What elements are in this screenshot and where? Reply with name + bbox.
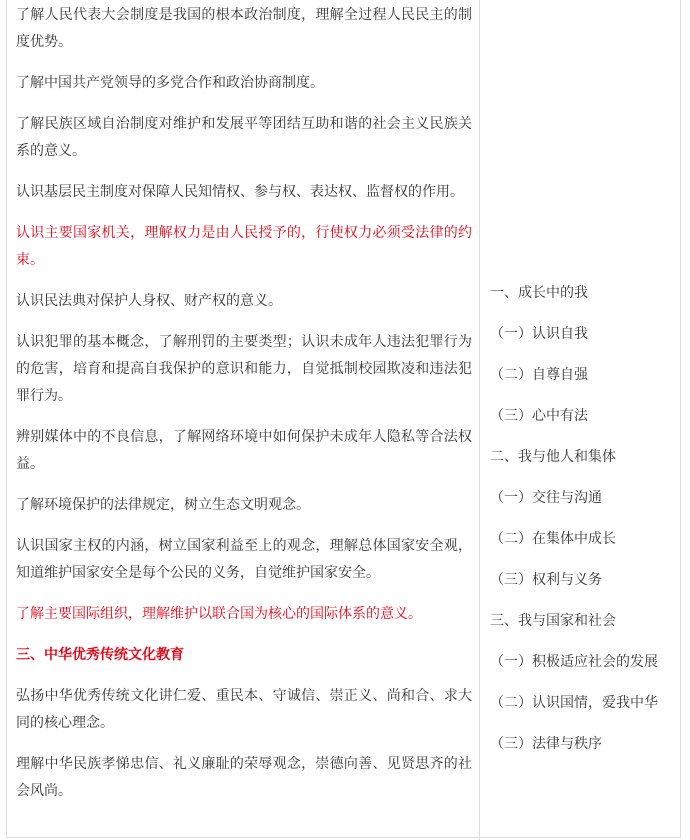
- outline-item: （二）在集体中成长: [490, 531, 616, 547]
- outline-column: [490, 280, 674, 772]
- standard-paragraph: 辨别媒体中的不良信息，了解网络环境中如何保护未成年人隐私等合法权益。: [16, 429, 472, 472]
- outline-item: （一）交往与沟通: [490, 490, 602, 506]
- outline-item: （一）认识自我: [490, 326, 588, 342]
- outline-item: （二）自尊自强: [490, 367, 588, 383]
- standard-paragraph: 认识基层民主制度对保障人民知情权、参与权、表达权、监督权的作用。: [16, 184, 464, 200]
- outline-heading: 二、我与他人和集体: [490, 449, 616, 465]
- standard-paragraph: 认识犯罪的基本概念，了解刑罚的主要类型；认识未成年人违法犯罪行为的危害，培育和提高自我保护的意识和能力，自觉抵制校园欺凌和违法犯罪行为。: [16, 334, 472, 404]
- outline-item: （三）法律与秩序: [490, 736, 602, 752]
- standard-paragraph: 了解环境保护的法律规定，树立生态文明观念。: [16, 497, 310, 513]
- standard-paragraph: 认识民法典对保护人身权、财产权的意义。: [16, 293, 282, 309]
- standards-column: [16, 2, 472, 819]
- highlighted-paragraph: 了解主要国际组织，理解维护以联合国为核心的国际体系的意义。: [16, 606, 422, 622]
- highlighted-paragraph: 认识主要国家机关，理解权力是由人民授予的，行使权力必须受法律的约束。: [16, 225, 472, 268]
- standard-paragraph: 认识国家主权的内涵，树立国家利益至上的观念，理解总体国家安全观，知道维护国家安全是每个公民的义务，自觉维护国家安全。: [16, 538, 472, 581]
- standard-paragraph: 理解中华民族孝悌忠信、礼义廉耻的荣辱观念，崇德向善、见贤思齐的社会风尚。: [16, 756, 472, 799]
- standard-paragraph: 了解人民代表大会制度是我国的根本政治制度，理解全过程人民民主的制度优势。: [16, 7, 472, 50]
- standard-paragraph: 了解民族区域自治制度对维护和发展平等团结互助和谐的社会主义民族关系的意义。: [16, 116, 472, 159]
- outline-item: （一）积极适应社会的发展: [490, 654, 658, 670]
- outline-item: （二）认识国情，爱我中华: [490, 695, 658, 711]
- section-heading: 三、中华优秀传统文化教育: [16, 647, 184, 663]
- outline-heading: 一、成长中的我: [490, 285, 588, 301]
- outline-item: （三）权利与义务: [490, 572, 602, 588]
- outline-heading: 三、我与国家和社会: [490, 613, 616, 629]
- standard-paragraph: 了解中国共产党领导的多党合作和政治协商制度。: [16, 75, 324, 91]
- outline-item: （三）心中有法: [490, 408, 588, 424]
- standard-paragraph: 弘扬中华优秀传统文化讲仁爱、重民本、守诚信、崇正义、尚和合、求大同的核心理念。: [16, 688, 472, 731]
- column-divider: [479, 0, 480, 840]
